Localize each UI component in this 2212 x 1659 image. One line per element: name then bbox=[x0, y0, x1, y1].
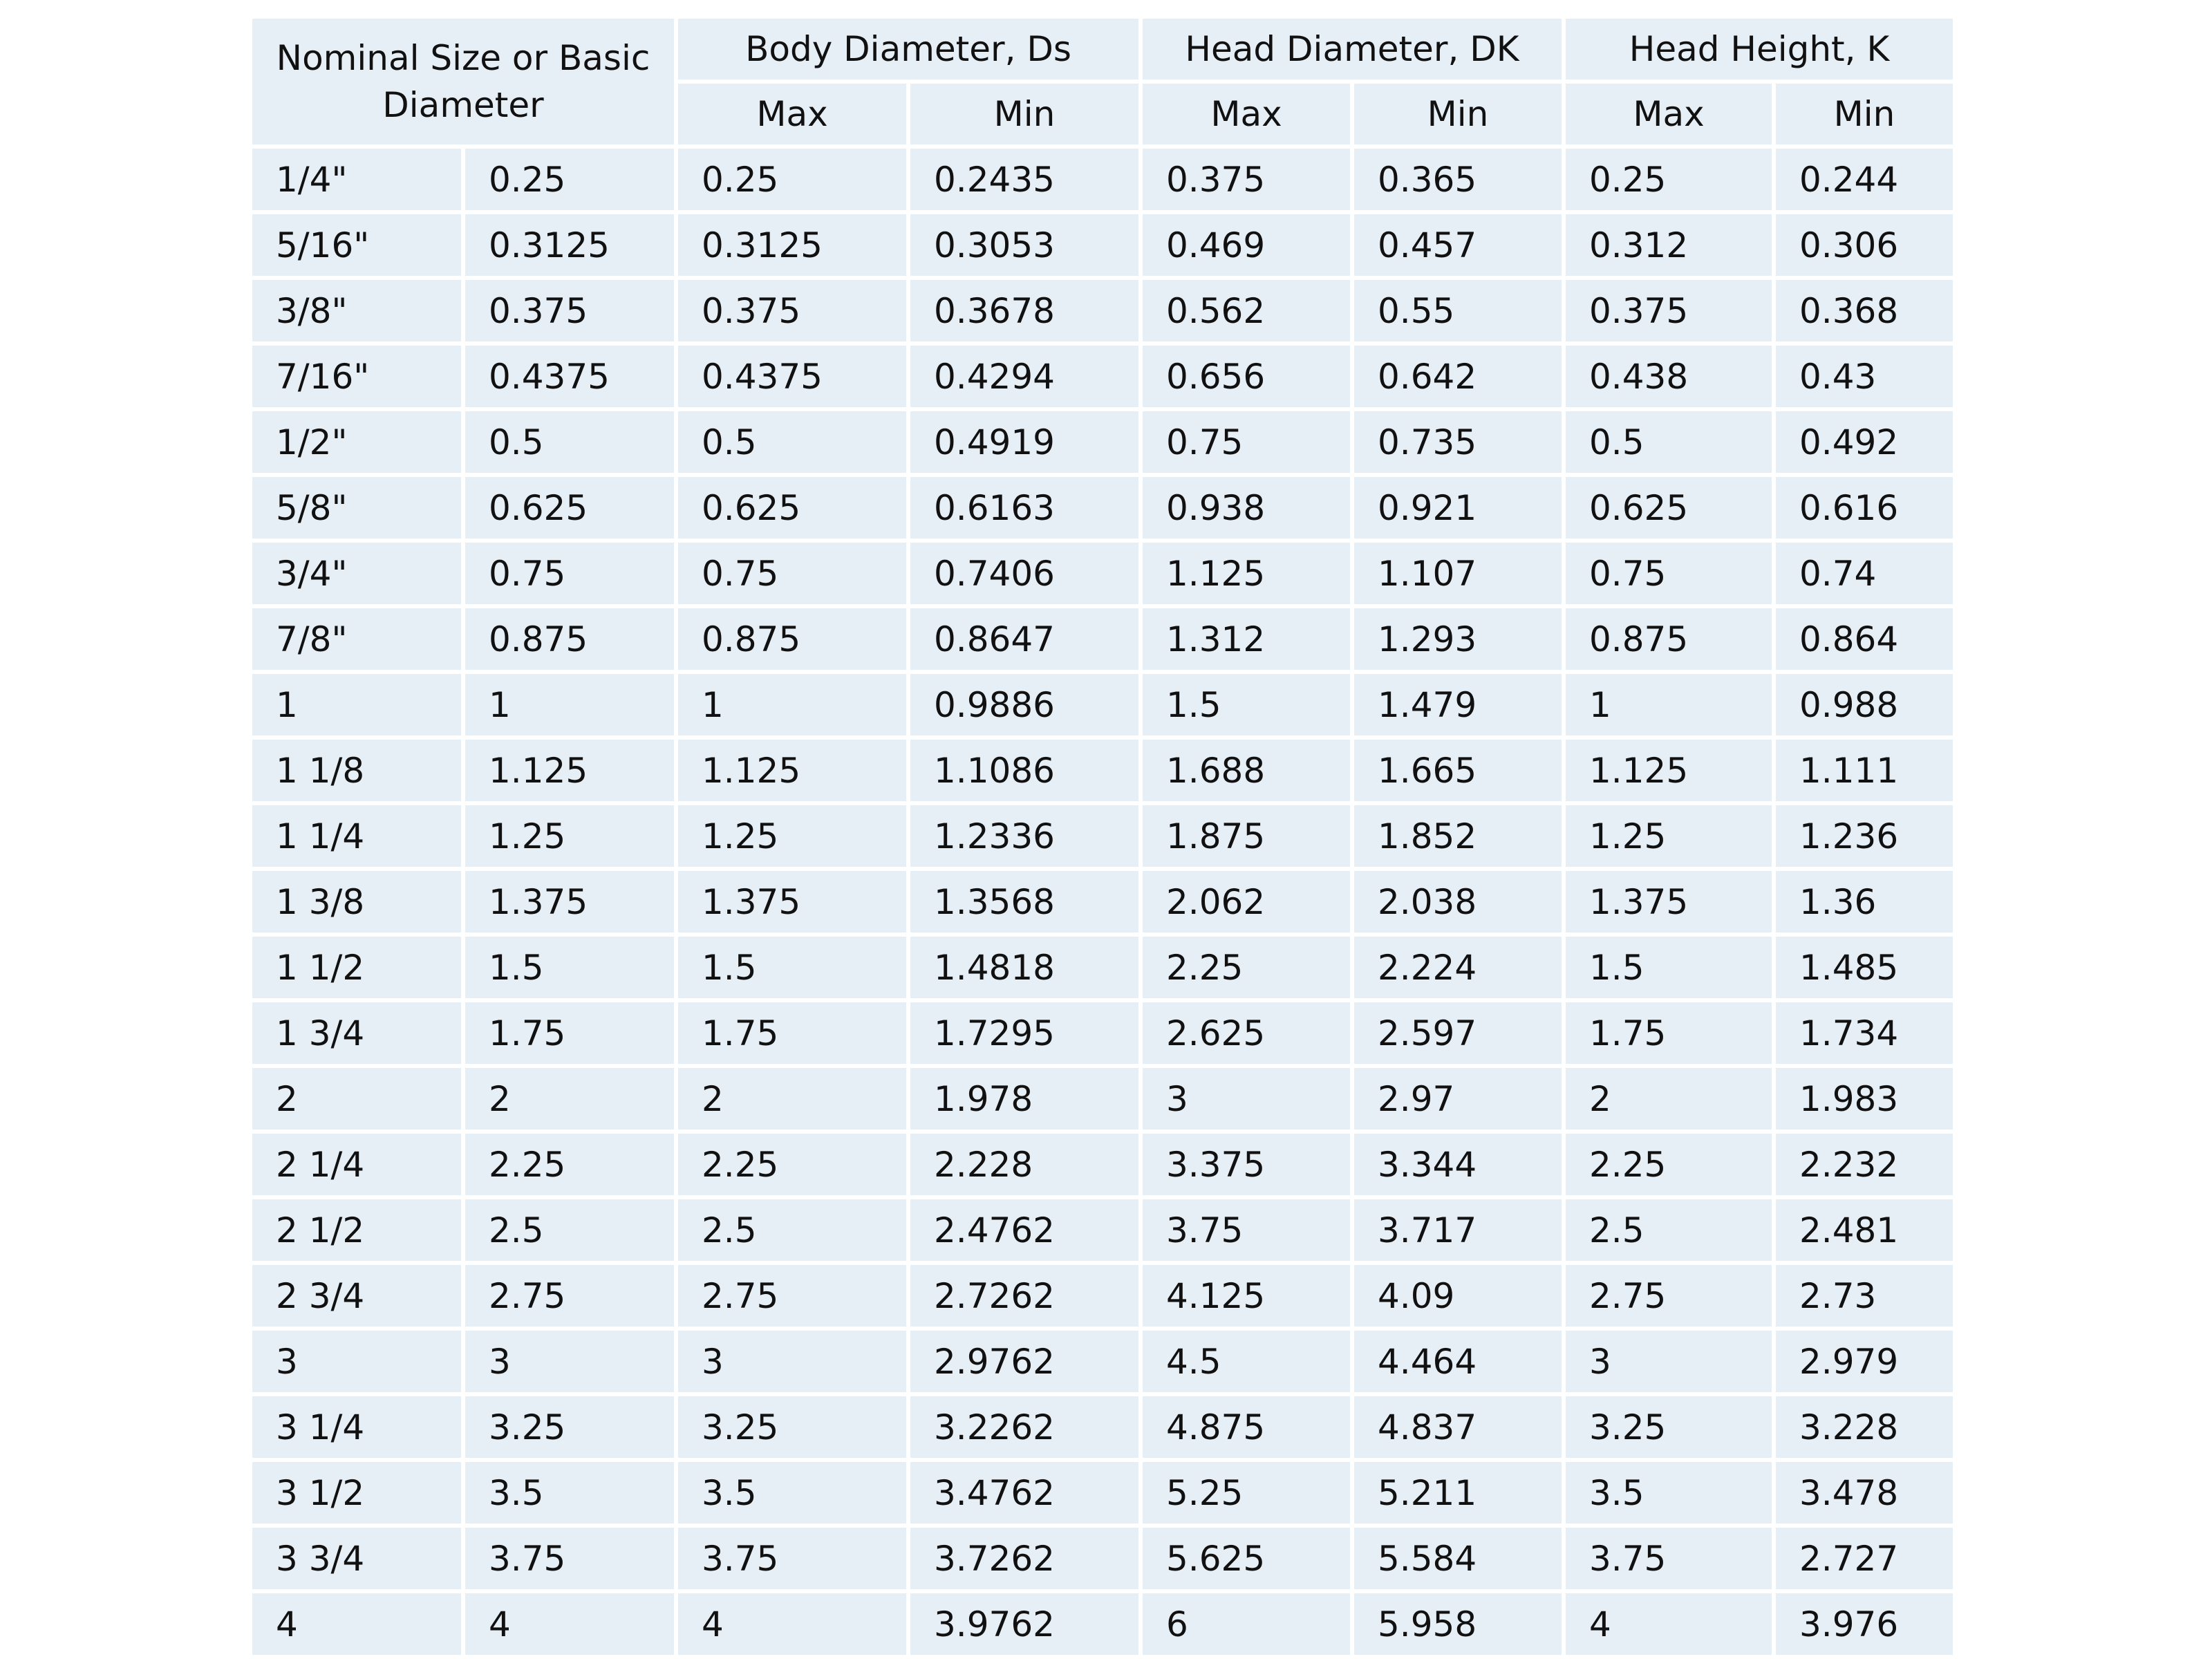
cell-head-diameter-min: 0.921 bbox=[1354, 477, 1562, 538]
cell-head-diameter-max: 0.375 bbox=[1143, 149, 1350, 210]
cell-head-height-min: 1.111 bbox=[1776, 740, 1953, 801]
cell-basic-diameter: 2.25 bbox=[465, 1134, 674, 1195]
cell-head-height-max: 2 bbox=[1566, 1068, 1772, 1130]
cell-body-diameter-max: 0.5 bbox=[678, 411, 906, 473]
cell-nominal-size: 7/16" bbox=[252, 346, 461, 407]
cell-body-diameter-max: 2.75 bbox=[678, 1265, 906, 1327]
cell-head-height-max: 1.375 bbox=[1566, 871, 1772, 932]
cell-head-diameter-max: 0.656 bbox=[1143, 346, 1350, 407]
cell-head-height-min: 0.368 bbox=[1776, 280, 1953, 341]
cell-head-diameter-max: 5.25 bbox=[1143, 1462, 1350, 1524]
cell-head-diameter-min: 0.457 bbox=[1354, 214, 1562, 276]
cell-head-diameter-min: 5.584 bbox=[1354, 1528, 1562, 1589]
cell-basic-diameter: 2.5 bbox=[465, 1199, 674, 1261]
cell-head-height-min: 2.232 bbox=[1776, 1134, 1953, 1195]
cell-head-height-max: 2.25 bbox=[1566, 1134, 1772, 1195]
cell-body-diameter-min: 0.4919 bbox=[910, 411, 1138, 473]
cell-head-height-max: 2.5 bbox=[1566, 1199, 1772, 1261]
cell-body-diameter-min: 2.228 bbox=[910, 1134, 1138, 1195]
cell-head-height-max: 4 bbox=[1566, 1593, 1772, 1655]
cell-basic-diameter: 0.625 bbox=[465, 477, 674, 538]
cell-body-diameter-min: 1.2336 bbox=[910, 805, 1138, 867]
cell-body-diameter-min: 1.3568 bbox=[910, 871, 1138, 932]
cell-head-diameter-max: 4.5 bbox=[1143, 1331, 1350, 1392]
cell-head-diameter-min: 2.038 bbox=[1354, 871, 1562, 932]
cell-nominal-size: 3 3/4 bbox=[252, 1528, 461, 1589]
table-row bbox=[252, 937, 1953, 998]
header-head-diameter-max: Max bbox=[1143, 84, 1350, 144]
cell-basic-diameter: 1 bbox=[465, 674, 674, 735]
cell-nominal-size: 1 1/8 bbox=[252, 740, 461, 801]
cell-nominal-size: 5/8" bbox=[252, 477, 461, 538]
cell-body-diameter-max: 3.75 bbox=[678, 1528, 906, 1589]
cell-head-height-max: 0.375 bbox=[1566, 280, 1772, 341]
cell-head-diameter-min: 2.97 bbox=[1354, 1068, 1562, 1130]
cell-head-height-min: 2.979 bbox=[1776, 1331, 1953, 1392]
cell-body-diameter-max: 2.25 bbox=[678, 1134, 906, 1195]
table-row bbox=[252, 740, 1953, 801]
cell-head-height-max: 1.25 bbox=[1566, 805, 1772, 867]
header-row-groups bbox=[252, 19, 1953, 79]
cell-head-diameter-max: 1.688 bbox=[1143, 740, 1350, 801]
cell-body-diameter-min: 3.7262 bbox=[910, 1528, 1138, 1589]
cell-head-diameter-max: 1.125 bbox=[1143, 543, 1350, 604]
cell-body-diameter-max: 0.625 bbox=[678, 477, 906, 538]
cell-basic-diameter: 2 bbox=[465, 1068, 674, 1130]
table-row bbox=[252, 1265, 1953, 1327]
cell-head-diameter-max: 3.375 bbox=[1143, 1134, 1350, 1195]
table-row bbox=[252, 1331, 1953, 1392]
cell-head-height-min: 1.983 bbox=[1776, 1068, 1953, 1130]
cell-head-diameter-min: 0.55 bbox=[1354, 280, 1562, 341]
cell-basic-diameter: 0.5 bbox=[465, 411, 674, 473]
cell-head-height-min: 0.864 bbox=[1776, 608, 1953, 670]
header-body-max: Max bbox=[678, 84, 906, 144]
cell-basic-diameter: 0.4375 bbox=[465, 346, 674, 407]
cell-basic-diameter: 0.875 bbox=[465, 608, 674, 670]
cell-body-diameter-max: 0.375 bbox=[678, 280, 906, 341]
cell-head-diameter-max: 0.75 bbox=[1143, 411, 1350, 473]
cell-body-diameter-min: 0.6163 bbox=[910, 477, 1138, 538]
header-head-height: Head Height, K bbox=[1566, 19, 1953, 79]
header-body-diameter: Body Diameter, Ds bbox=[678, 19, 1138, 79]
cell-head-height-max: 3.75 bbox=[1566, 1528, 1772, 1589]
table-row bbox=[252, 1134, 1953, 1195]
cell-body-diameter-max: 1.75 bbox=[678, 1002, 906, 1064]
cell-body-diameter-max: 0.4375 bbox=[678, 346, 906, 407]
table-row bbox=[252, 1462, 1953, 1524]
cell-nominal-size: 3 bbox=[252, 1331, 461, 1392]
cell-head-height-min: 0.616 bbox=[1776, 477, 1953, 538]
cell-body-diameter-min: 3.4762 bbox=[910, 1462, 1138, 1524]
cell-head-height-min: 1.734 bbox=[1776, 1002, 1953, 1064]
cell-head-diameter-min: 3.344 bbox=[1354, 1134, 1562, 1195]
cell-head-diameter-min: 2.224 bbox=[1354, 937, 1562, 998]
cell-head-height-max: 3.25 bbox=[1566, 1396, 1772, 1458]
cell-head-diameter-max: 0.562 bbox=[1143, 280, 1350, 341]
cell-body-diameter-min: 2.9762 bbox=[910, 1331, 1138, 1392]
cell-nominal-size: 2 1/4 bbox=[252, 1134, 461, 1195]
cell-basic-diameter: 3.75 bbox=[465, 1528, 674, 1589]
table-row bbox=[252, 674, 1953, 735]
cell-body-diameter-max: 1.25 bbox=[678, 805, 906, 867]
cell-head-height-min: 0.43 bbox=[1776, 346, 1953, 407]
table-row bbox=[252, 1528, 1953, 1589]
cell-head-diameter-max: 6 bbox=[1143, 1593, 1350, 1655]
cell-head-height-max: 2.75 bbox=[1566, 1265, 1772, 1327]
cell-head-diameter-max: 0.469 bbox=[1143, 214, 1350, 276]
cell-body-diameter-min: 1.4818 bbox=[910, 937, 1138, 998]
cell-body-diameter-min: 2.7262 bbox=[910, 1265, 1138, 1327]
table-row bbox=[252, 346, 1953, 407]
cell-body-diameter-min: 1.7295 bbox=[910, 1002, 1138, 1064]
header-body-min: Min bbox=[910, 84, 1138, 144]
cell-head-height-max: 3 bbox=[1566, 1331, 1772, 1392]
cell-body-diameter-min: 1.978 bbox=[910, 1068, 1138, 1130]
cell-body-diameter-max: 3.25 bbox=[678, 1396, 906, 1458]
cell-body-diameter-max: 0.875 bbox=[678, 608, 906, 670]
cell-body-diameter-min: 3.2262 bbox=[910, 1396, 1138, 1458]
cell-nominal-size: 3/8" bbox=[252, 280, 461, 341]
cell-nominal-size: 1/4" bbox=[252, 149, 461, 210]
cell-head-height-min: 2.73 bbox=[1776, 1265, 1953, 1327]
cell-head-diameter-max: 4.125 bbox=[1143, 1265, 1350, 1327]
cell-head-diameter-max: 1.875 bbox=[1143, 805, 1350, 867]
cell-head-diameter-min: 2.597 bbox=[1354, 1002, 1562, 1064]
cell-basic-diameter: 0.3125 bbox=[465, 214, 674, 276]
cell-head-height-max: 1.125 bbox=[1566, 740, 1772, 801]
table-row bbox=[252, 411, 1953, 473]
header-head-diameter-min: Min bbox=[1354, 84, 1562, 144]
cell-basic-diameter: 0.375 bbox=[465, 280, 674, 341]
cell-nominal-size: 1 3/4 bbox=[252, 1002, 461, 1064]
cell-head-height-min: 1.236 bbox=[1776, 805, 1953, 867]
cell-nominal-size: 2 3/4 bbox=[252, 1265, 461, 1327]
cell-head-diameter-min: 1.293 bbox=[1354, 608, 1562, 670]
cell-nominal-size: 5/16" bbox=[252, 214, 461, 276]
cell-basic-diameter: 1.25 bbox=[465, 805, 674, 867]
cell-head-diameter-max: 1.312 bbox=[1143, 608, 1350, 670]
cell-body-diameter-min: 0.3053 bbox=[910, 214, 1138, 276]
cell-head-diameter-min: 0.642 bbox=[1354, 346, 1562, 407]
cell-head-height-min: 0.306 bbox=[1776, 214, 1953, 276]
cell-body-diameter-min: 2.4762 bbox=[910, 1199, 1138, 1261]
cell-nominal-size: 1 bbox=[252, 674, 461, 735]
cell-head-diameter-max: 0.938 bbox=[1143, 477, 1350, 538]
cell-head-diameter-max: 1.5 bbox=[1143, 674, 1350, 735]
cell-head-diameter-min: 1.107 bbox=[1354, 543, 1562, 604]
cell-body-diameter-min: 0.4294 bbox=[910, 346, 1138, 407]
cell-head-height-max: 0.75 bbox=[1566, 543, 1772, 604]
cell-body-diameter-min: 0.8647 bbox=[910, 608, 1138, 670]
header-head-height-max: Max bbox=[1566, 84, 1772, 144]
cell-nominal-size: 2 1/2 bbox=[252, 1199, 461, 1261]
cell-head-diameter-min: 0.735 bbox=[1354, 411, 1562, 473]
cell-head-height-min: 1.36 bbox=[1776, 871, 1953, 932]
cell-head-height-max: 0.25 bbox=[1566, 149, 1772, 210]
cell-head-height-max: 1.75 bbox=[1566, 1002, 1772, 1064]
cell-head-diameter-min: 1.479 bbox=[1354, 674, 1562, 735]
table-row bbox=[252, 1199, 1953, 1261]
table-row bbox=[252, 477, 1953, 538]
table-row bbox=[252, 608, 1953, 670]
table-row bbox=[252, 871, 1953, 932]
cell-body-diameter-max: 2 bbox=[678, 1068, 906, 1130]
cell-body-diameter-min: 0.7406 bbox=[910, 543, 1138, 604]
table-row bbox=[252, 149, 1953, 210]
cell-head-height-min: 0.988 bbox=[1776, 674, 1953, 735]
cell-head-height-min: 2.481 bbox=[1776, 1199, 1953, 1261]
cell-body-diameter-max: 3.5 bbox=[678, 1462, 906, 1524]
cell-nominal-size: 3/4" bbox=[252, 543, 461, 604]
cell-nominal-size: 4 bbox=[252, 1593, 461, 1655]
cell-nominal-size: 3 1/4 bbox=[252, 1396, 461, 1458]
cell-body-diameter-min: 0.9886 bbox=[910, 674, 1138, 735]
cell-head-height-max: 0.438 bbox=[1566, 346, 1772, 407]
cell-body-diameter-max: 3 bbox=[678, 1331, 906, 1392]
cell-body-diameter-min: 1.1086 bbox=[910, 740, 1138, 801]
cell-head-diameter-min: 4.09 bbox=[1354, 1265, 1562, 1327]
cell-head-diameter-max: 2.25 bbox=[1143, 937, 1350, 998]
table-row bbox=[252, 1396, 1953, 1458]
cell-head-diameter-min: 4.464 bbox=[1354, 1331, 1562, 1392]
header-nominal-size: Nominal Size or Basic Diameter bbox=[252, 19, 674, 144]
table-row bbox=[252, 1593, 1953, 1655]
cell-nominal-size: 2 bbox=[252, 1068, 461, 1130]
cell-head-diameter-min: 0.365 bbox=[1354, 149, 1562, 210]
cell-head-height-min: 0.74 bbox=[1776, 543, 1953, 604]
cell-head-height-min: 2.727 bbox=[1776, 1528, 1953, 1589]
cell-body-diameter-max: 0.3125 bbox=[678, 214, 906, 276]
cell-basic-diameter: 1.75 bbox=[465, 1002, 674, 1064]
cell-head-diameter-max: 5.625 bbox=[1143, 1528, 1350, 1589]
cell-head-diameter-max: 2.062 bbox=[1143, 871, 1350, 932]
table-row bbox=[252, 543, 1953, 604]
cell-body-diameter-max: 4 bbox=[678, 1593, 906, 1655]
cell-body-diameter-min: 0.3678 bbox=[910, 280, 1138, 341]
cell-head-diameter-max: 4.875 bbox=[1143, 1396, 1350, 1458]
cell-head-height-max: 0.312 bbox=[1566, 214, 1772, 276]
table-row bbox=[252, 280, 1953, 341]
table-row bbox=[252, 1002, 1953, 1064]
cell-head-height-max: 1.5 bbox=[1566, 937, 1772, 998]
table-body bbox=[252, 149, 1953, 1655]
cell-head-height-min: 0.492 bbox=[1776, 411, 1953, 473]
cell-basic-diameter: 1.125 bbox=[465, 740, 674, 801]
cell-head-height-max: 0.875 bbox=[1566, 608, 1772, 670]
cell-body-diameter-min: 0.2435 bbox=[910, 149, 1138, 210]
cell-head-height-min: 0.244 bbox=[1776, 149, 1953, 210]
cell-basic-diameter: 1.5 bbox=[465, 937, 674, 998]
cell-head-diameter-min: 1.665 bbox=[1354, 740, 1562, 801]
cell-basic-diameter: 2.75 bbox=[465, 1265, 674, 1327]
cell-head-diameter-min: 5.958 bbox=[1354, 1593, 1562, 1655]
cell-body-diameter-max: 0.75 bbox=[678, 543, 906, 604]
cell-body-diameter-max: 2.5 bbox=[678, 1199, 906, 1261]
bolt-dimensions-table bbox=[248, 15, 1957, 1659]
cell-head-diameter-min: 1.852 bbox=[1354, 805, 1562, 867]
table-row bbox=[252, 214, 1953, 276]
cell-head-height-min: 3.478 bbox=[1776, 1462, 1953, 1524]
header-head-diameter: Head Diameter, DK bbox=[1143, 19, 1562, 79]
cell-nominal-size: 7/8" bbox=[252, 608, 461, 670]
cell-basic-diameter: 4 bbox=[465, 1593, 674, 1655]
cell-body-diameter-max: 1.125 bbox=[678, 740, 906, 801]
header-head-height-min: Min bbox=[1776, 84, 1953, 144]
cell-basic-diameter: 0.75 bbox=[465, 543, 674, 604]
cell-basic-diameter: 3.5 bbox=[465, 1462, 674, 1524]
cell-head-diameter-min: 5.211 bbox=[1354, 1462, 1562, 1524]
cell-body-diameter-max: 1.375 bbox=[678, 871, 906, 932]
cell-nominal-size: 1 3/8 bbox=[252, 871, 461, 932]
cell-head-diameter-max: 3 bbox=[1143, 1068, 1350, 1130]
cell-body-diameter-max: 1 bbox=[678, 674, 906, 735]
cell-head-height-min: 3.976 bbox=[1776, 1593, 1953, 1655]
cell-head-diameter-min: 3.717 bbox=[1354, 1199, 1562, 1261]
cell-basic-diameter: 1.375 bbox=[465, 871, 674, 932]
cell-body-diameter-max: 1.5 bbox=[678, 937, 906, 998]
cell-nominal-size: 1/2" bbox=[252, 411, 461, 473]
cell-nominal-size: 3 1/2 bbox=[252, 1462, 461, 1524]
cell-head-diameter-max: 3.75 bbox=[1143, 1199, 1350, 1261]
cell-head-height-max: 0.5 bbox=[1566, 411, 1772, 473]
cell-head-height-min: 3.228 bbox=[1776, 1396, 1953, 1458]
cell-basic-diameter: 3.25 bbox=[465, 1396, 674, 1458]
cell-head-height-max: 0.625 bbox=[1566, 477, 1772, 538]
cell-head-diameter-max: 2.625 bbox=[1143, 1002, 1350, 1064]
cell-basic-diameter: 0.25 bbox=[465, 149, 674, 210]
cell-head-height-min: 1.485 bbox=[1776, 937, 1953, 998]
cell-head-height-max: 1 bbox=[1566, 674, 1772, 735]
table-row bbox=[252, 1068, 1953, 1130]
table-row bbox=[252, 805, 1953, 867]
cell-head-diameter-min: 4.837 bbox=[1354, 1396, 1562, 1458]
cell-basic-diameter: 3 bbox=[465, 1331, 674, 1392]
cell-nominal-size: 1 1/4 bbox=[252, 805, 461, 867]
cell-head-height-max: 3.5 bbox=[1566, 1462, 1772, 1524]
cell-body-diameter-min: 3.9762 bbox=[910, 1593, 1138, 1655]
cell-body-diameter-max: 0.25 bbox=[678, 149, 906, 210]
cell-nominal-size: 1 1/2 bbox=[252, 937, 461, 998]
